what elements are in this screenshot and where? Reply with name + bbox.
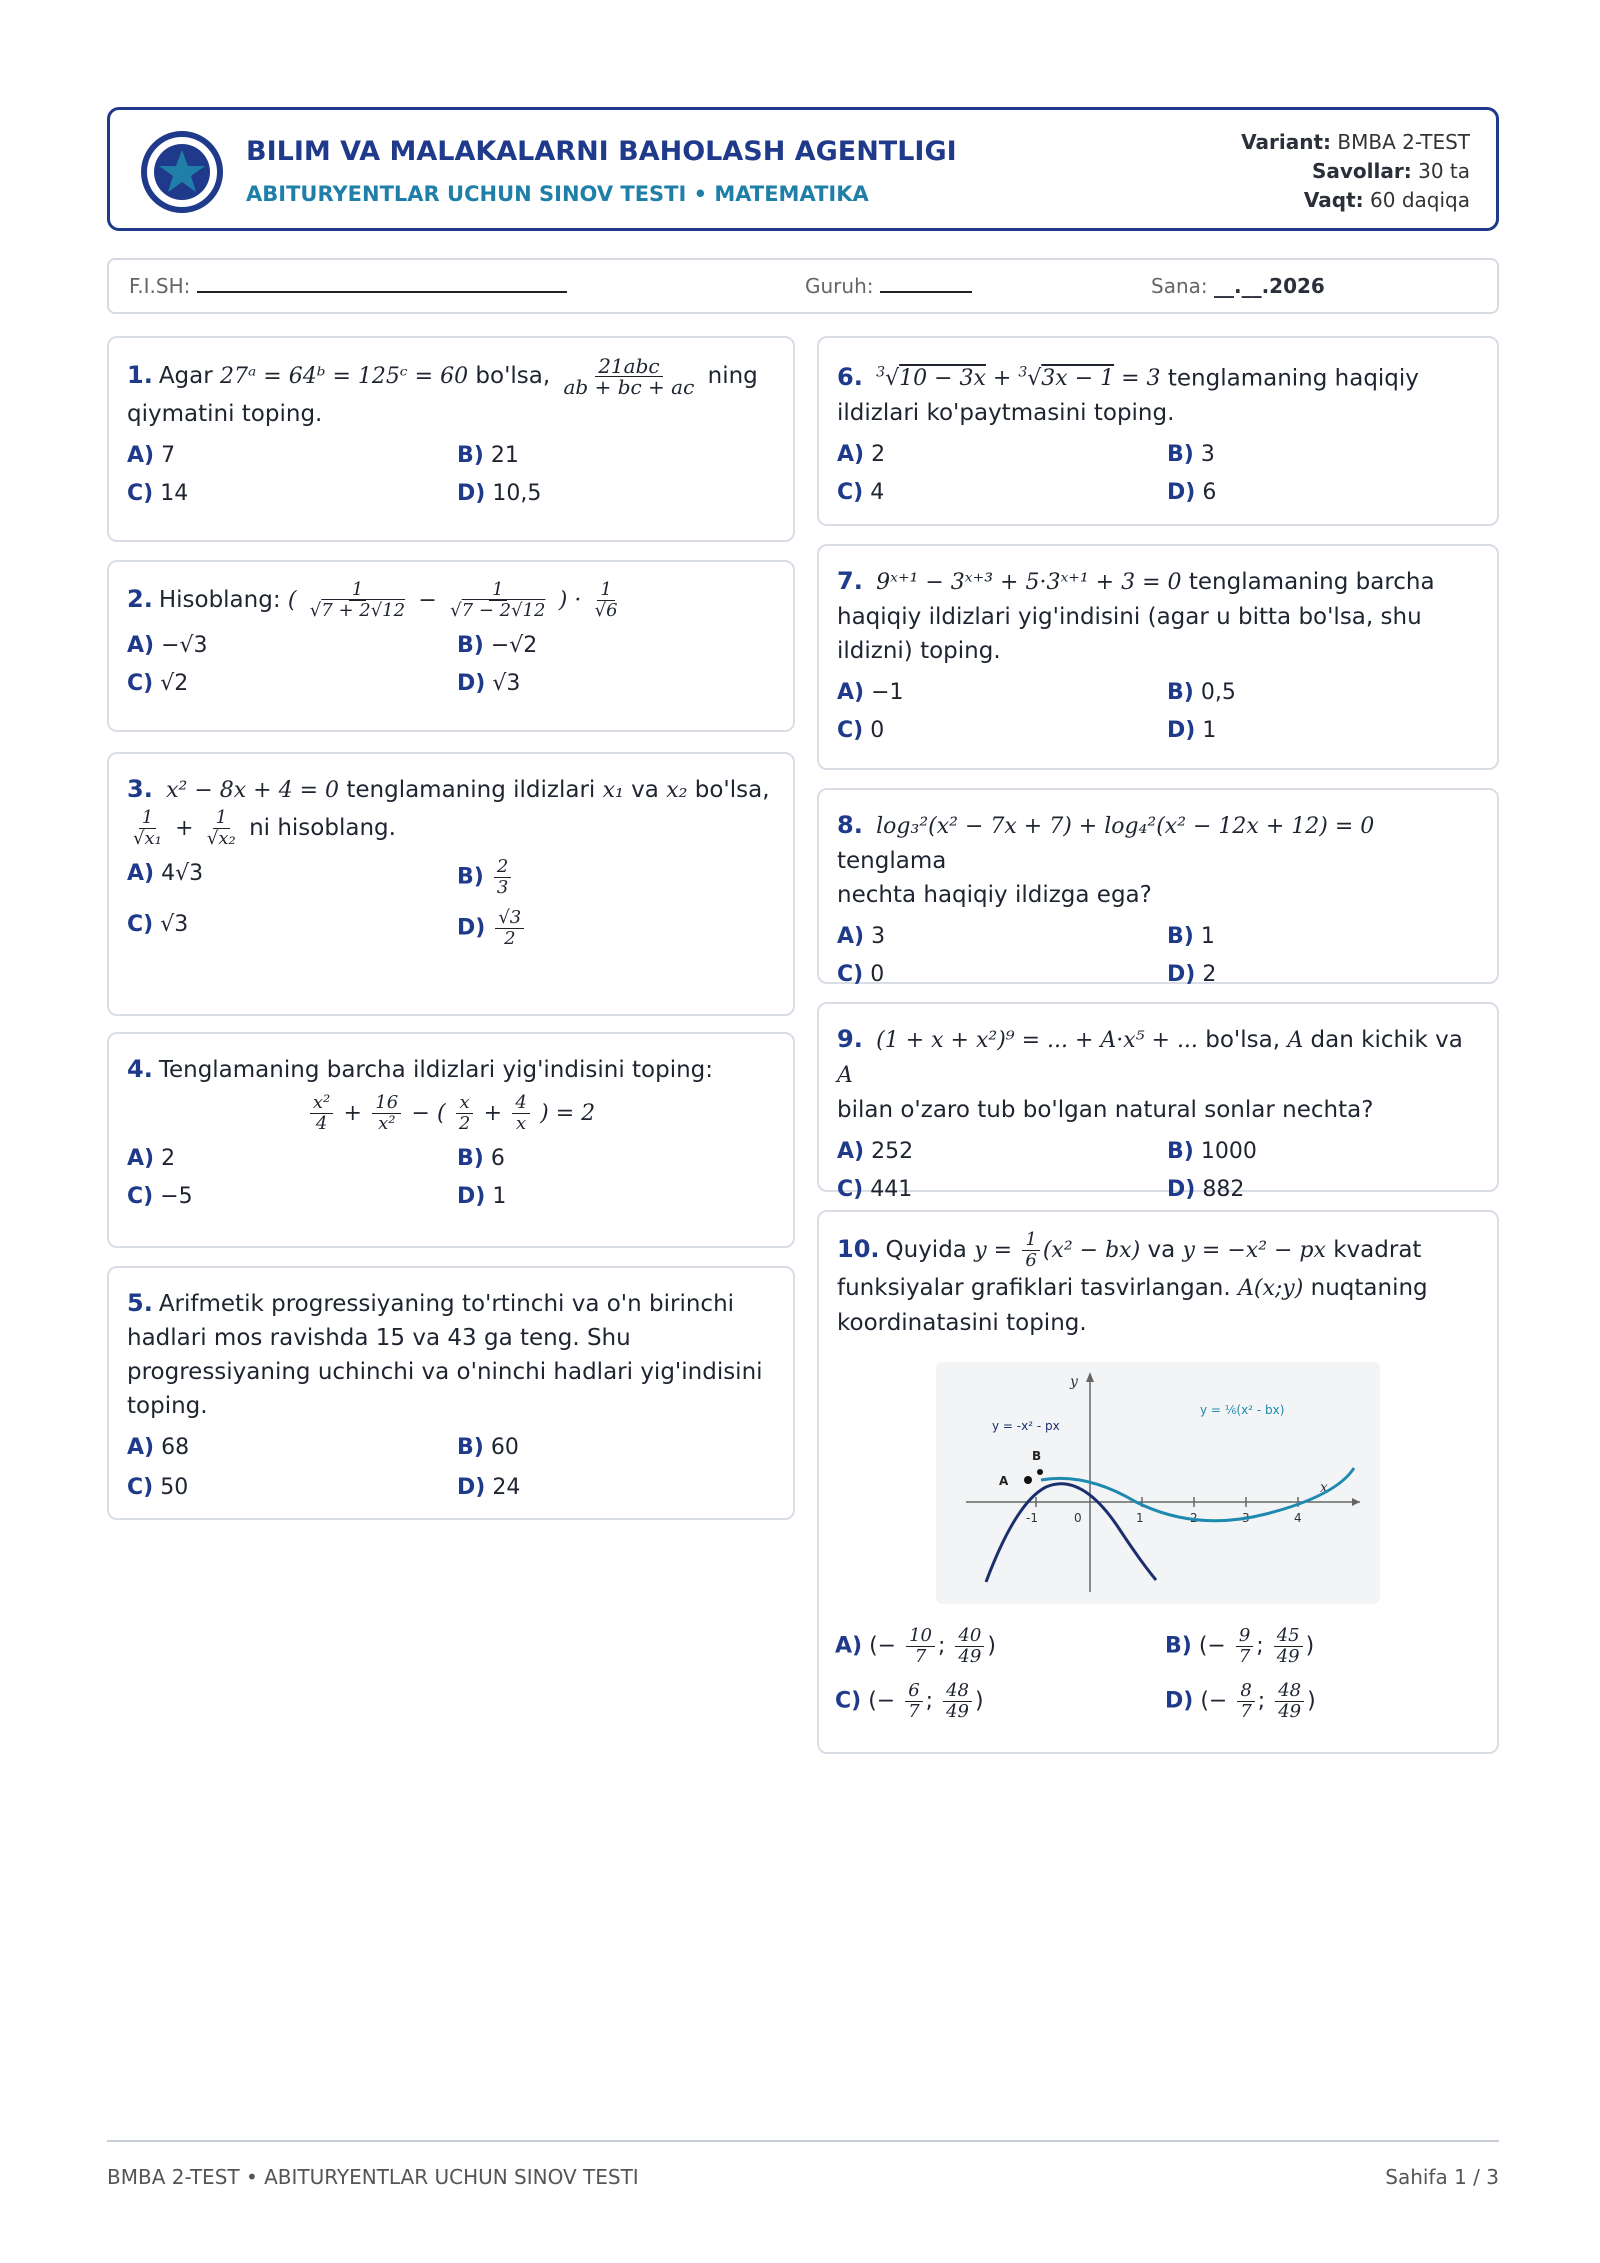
q8-option-a[interactable]: A) 3 bbox=[837, 924, 886, 949]
q8-options bbox=[837, 920, 1479, 992]
q1-option-d[interactable]: D) 10,5 bbox=[457, 481, 542, 506]
footer-divider bbox=[107, 2140, 1499, 2142]
question-7 bbox=[817, 544, 1499, 770]
tick-label: -1 bbox=[1026, 1511, 1038, 1525]
sana-value: __.__.2026 bbox=[1213, 274, 1325, 298]
q1-expr: 27ᵃ = 64ᵇ = 125ᶜ = 60 bbox=[220, 364, 469, 389]
guruh-field[interactable] bbox=[805, 274, 972, 298]
q8-option-d[interactable]: D) 2 bbox=[1167, 962, 1217, 987]
variant-value: BMBA 2-TEST bbox=[1337, 130, 1470, 154]
page-number: Sahifa 1 / 3 bbox=[1385, 2165, 1499, 2189]
question-4 bbox=[107, 1032, 795, 1248]
tick-label: 1 bbox=[1136, 1511, 1144, 1525]
point-a bbox=[1024, 1476, 1032, 1484]
q2-option-a[interactable]: A) −√3 bbox=[127, 633, 208, 658]
q5-options bbox=[127, 1431, 775, 1505]
student-info-row bbox=[107, 258, 1499, 314]
fish-field[interactable] bbox=[129, 274, 567, 298]
question-9 bbox=[817, 1002, 1499, 1202]
q9-text: 9. (1 + x + x²)⁹ = ... + A·x⁵ + ... bo'lsa, A dan kichik va A bilan o'zaro tub bo'lgan natural sonlar nechta? bbox=[837, 1025, 1463, 1123]
q6-options bbox=[837, 438, 1479, 510]
q10-option-c[interactable]: C) (− $\frac{6}{7}$ ; $\frac{48}{49}$ ) bbox=[835, 1680, 984, 1722]
q2-options bbox=[127, 629, 775, 701]
q7-option-a[interactable]: A) −1 bbox=[837, 680, 904, 705]
q7-text: 7. 9ˣ⁺¹ − 3ˣ⁺³ + 5·3ˣ⁺¹ + 3 = 0 tenglamaning barcha haqiqiy ildizlari yig'indisini (agar u bitta bo'lsa, shu ildizni) toping. bbox=[837, 567, 1435, 664]
q10-option-d[interactable]: D) (− $\frac{8}{7}$ ; $\frac{48}{49}$ ) bbox=[1165, 1680, 1316, 1722]
q8-option-c[interactable]: C) 0 bbox=[837, 962, 885, 987]
q4-option-d[interactable]: D) 1 bbox=[457, 1184, 507, 1209]
q9-option-a[interactable]: A) 252 bbox=[837, 1139, 914, 1164]
q3-frac-2: $\frac{1}{\text{√x₂}}$ bbox=[206, 807, 236, 849]
q6-expr: $^3$√10 − 3x + $^3$√3x − 1 = 3 bbox=[876, 365, 1161, 392]
q10-option-a[interactable]: A) (− $\frac{10}{7}$ ; $\frac{40}{49}$ ) bbox=[835, 1625, 996, 1667]
savollar-value: 30 ta bbox=[1418, 159, 1470, 183]
q2-frac-1: $\frac{1}{√7 + 2√12}$ bbox=[309, 579, 406, 621]
guruh-label: Guruh: bbox=[805, 274, 874, 298]
question-2 bbox=[107, 560, 795, 732]
footer-left: BMBA 2-TEST • ABITURYENTLAR UCHUN SINOV TESTI bbox=[107, 2165, 639, 2189]
q7-option-d[interactable]: D) 1 bbox=[1167, 718, 1217, 743]
agency-star-logo-icon bbox=[140, 130, 224, 214]
vaqt-label: Vaqt: bbox=[1303, 188, 1364, 212]
q4-option-a[interactable]: A) 2 bbox=[127, 1146, 176, 1171]
question-6 bbox=[817, 336, 1499, 526]
q3-options bbox=[127, 857, 775, 949]
question-1 bbox=[107, 336, 795, 542]
tick-label: 4 bbox=[1294, 1511, 1302, 1525]
q3-option-a[interactable]: A) 4√3 bbox=[127, 861, 204, 886]
q1-fraction: $\frac{\text{21abc}}{ab + bc + ac}$ bbox=[563, 354, 695, 399]
q9-option-d[interactable]: D) 882 bbox=[1167, 1177, 1245, 1202]
q9-option-c[interactable]: C) 441 bbox=[837, 1177, 913, 1202]
q7-option-b[interactable]: B) 0,5 bbox=[1167, 680, 1236, 705]
q7-option-c[interactable]: C) 0 bbox=[837, 718, 885, 743]
left-curve-label: y = -x² - px bbox=[992, 1419, 1060, 1433]
q5-option-b[interactable]: B) 60 bbox=[457, 1435, 519, 1460]
tick-label: 2 bbox=[1190, 1511, 1198, 1525]
tick-label: 0 bbox=[1074, 1511, 1082, 1525]
q5-option-a[interactable]: A) 68 bbox=[127, 1435, 190, 1460]
tick-label: 3 bbox=[1242, 1511, 1250, 1525]
q10-option-b[interactable]: B) (− $\frac{9}{7}$ ; $\frac{45}{49}$ ) bbox=[1165, 1625, 1315, 1667]
q10-options bbox=[835, 1626, 1475, 1722]
point-b-label: B bbox=[1032, 1449, 1042, 1463]
q2-option-b[interactable]: B) −√2 bbox=[457, 633, 538, 658]
q6-option-b[interactable]: B) 3 bbox=[1167, 442, 1215, 468]
header-box bbox=[107, 107, 1499, 231]
q4-text: 4. Tenglamaning barcha ildizlari yig'indisini toping: bbox=[127, 1055, 714, 1083]
q4-options bbox=[127, 1142, 775, 1214]
q8-text: 8. log₃²(x² − 7x + 7) + log₄²(x² − 12x + 12) = 0 tenglama nechta haqiqiy ildizga ega? bbox=[837, 811, 1375, 908]
q10-text: 10. Quyida y = $\frac{1}{6}$ (x² − bx) va y = −x² − px kvadrat funksiyalar grafiklari tasvirlangan. A(x;y) nuqtaning koordinatasini toping. bbox=[837, 1229, 1428, 1336]
q6-option-d[interactable]: D) 6 bbox=[1167, 480, 1217, 506]
right-curve-label: y = ⅙(x² - bx) bbox=[1200, 1403, 1285, 1417]
y-axis-label: y bbox=[1070, 1374, 1078, 1390]
q5-option-c[interactable]: C) 50 bbox=[127, 1475, 189, 1500]
q3-option-b[interactable]: B) $\frac{2}{3}$ bbox=[457, 857, 775, 898]
q3-frac-1: $\frac{1}{\text{√x₁}}$ bbox=[133, 807, 162, 849]
q6-text: 6. $^3$√10 − 3x + $^3$√3x − 1 = 3 tenglamaning haqiqiy ildizlari ko'paytmasini toping. bbox=[837, 363, 1419, 427]
question-8 bbox=[817, 788, 1499, 987]
test-subtitle: ABITURYENTLAR UCHUN SINOV TESTI • MATEMATIKA bbox=[246, 182, 869, 206]
q1-option-b[interactable]: B) 21 bbox=[457, 443, 519, 468]
q2-option-c[interactable]: C) √2 bbox=[127, 671, 189, 696]
q9-options bbox=[837, 1135, 1479, 1207]
point-b bbox=[1037, 1469, 1043, 1475]
q4-equation: $\frac{\text{x²}}{4}$ + $\frac{16}{\text{x²}}$ − ( $\frac{x}{2}$ + $\frac{4}{x}$ ) = 2 bbox=[127, 1093, 775, 1134]
x-axis-label: x bbox=[1320, 1480, 1328, 1496]
point-a-label: A bbox=[999, 1474, 1009, 1488]
question-3 bbox=[107, 752, 795, 1016]
vaqt-value: 60 daqiqa bbox=[1370, 188, 1470, 212]
q1-options bbox=[127, 439, 775, 511]
q1-option-c[interactable]: C) 14 bbox=[127, 481, 189, 506]
variant-label: Variant: bbox=[1241, 130, 1332, 154]
q3-text: 3. x² − 8x + 4 = 0 tenglamaning ildizlari x₁ va x₂ bo'lsa, $\frac{1}{\text{√x₁}}$ + $\frac{1}{\text{√x₂}}$ ni hisoblang. bbox=[127, 775, 770, 849]
y-axis-arrow-icon bbox=[1086, 1372, 1094, 1382]
q5-text: 5. Arifmetik progressiyaning to'rtinchi va o'n birinchi hadlari mos ravishda 15 va 43 ga teng. Shu progressiyaning uchinchi va o'ninchi hadlari yig'indisini toping. bbox=[127, 1289, 763, 1419]
q6-option-a[interactable]: A) 2 bbox=[837, 442, 886, 468]
q7-options bbox=[837, 676, 1479, 748]
question-5 bbox=[107, 1266, 795, 1520]
q1-option-a[interactable]: A) 7 bbox=[127, 443, 176, 468]
q2-frac-3: $\frac{1}{√6}$ bbox=[594, 579, 618, 621]
savollar-label: Savollar: bbox=[1311, 159, 1412, 183]
q8-option-b[interactable]: B) 1 bbox=[1167, 924, 1215, 949]
q1-text: 1. Agar 27ᵃ = 64ᵇ = 125ᶜ = 60 bo'lsa, $\frac{\text{21abc}}{ab + bc + ac}$ ning qiymatini toping. bbox=[127, 354, 758, 427]
q3-option-c[interactable]: C) √3 bbox=[127, 912, 189, 937]
q3-option-d[interactable]: D) $\frac{√3}{2}$ bbox=[457, 908, 775, 949]
sana-label: Sana: bbox=[1151, 274, 1208, 298]
q4-option-b[interactable]: B) 6 bbox=[457, 1146, 505, 1171]
q2-frac-2: $\frac{1}{√7 - 2√12}$ bbox=[450, 579, 546, 621]
agency-name: BILIM VA MALAKALARNI BAHOLASH AGENTLIGI bbox=[246, 136, 957, 167]
q5-option-d[interactable]: D) 24 bbox=[457, 1475, 521, 1500]
test-meta bbox=[1241, 128, 1470, 215]
q2-text: 2. Hisoblang: ( $\frac{1}{√7 + 2√12}$ − $\frac{1}{√7 - 2√12}$ ) · $\frac{1}{√6}$ bbox=[127, 580, 775, 621]
q2-option-d[interactable]: D) √3 bbox=[457, 671, 521, 696]
q10-graph bbox=[936, 1362, 1380, 1604]
q6-option-c[interactable]: C) 4 bbox=[837, 480, 885, 506]
fish-label: F.I.SH: bbox=[129, 274, 191, 298]
q9-option-b[interactable]: B) 1000 bbox=[1167, 1139, 1257, 1164]
q4-option-c[interactable]: C) −5 bbox=[127, 1184, 193, 1209]
x-axis-arrow-icon bbox=[1352, 1498, 1360, 1506]
sana-field[interactable] bbox=[1151, 274, 1325, 298]
